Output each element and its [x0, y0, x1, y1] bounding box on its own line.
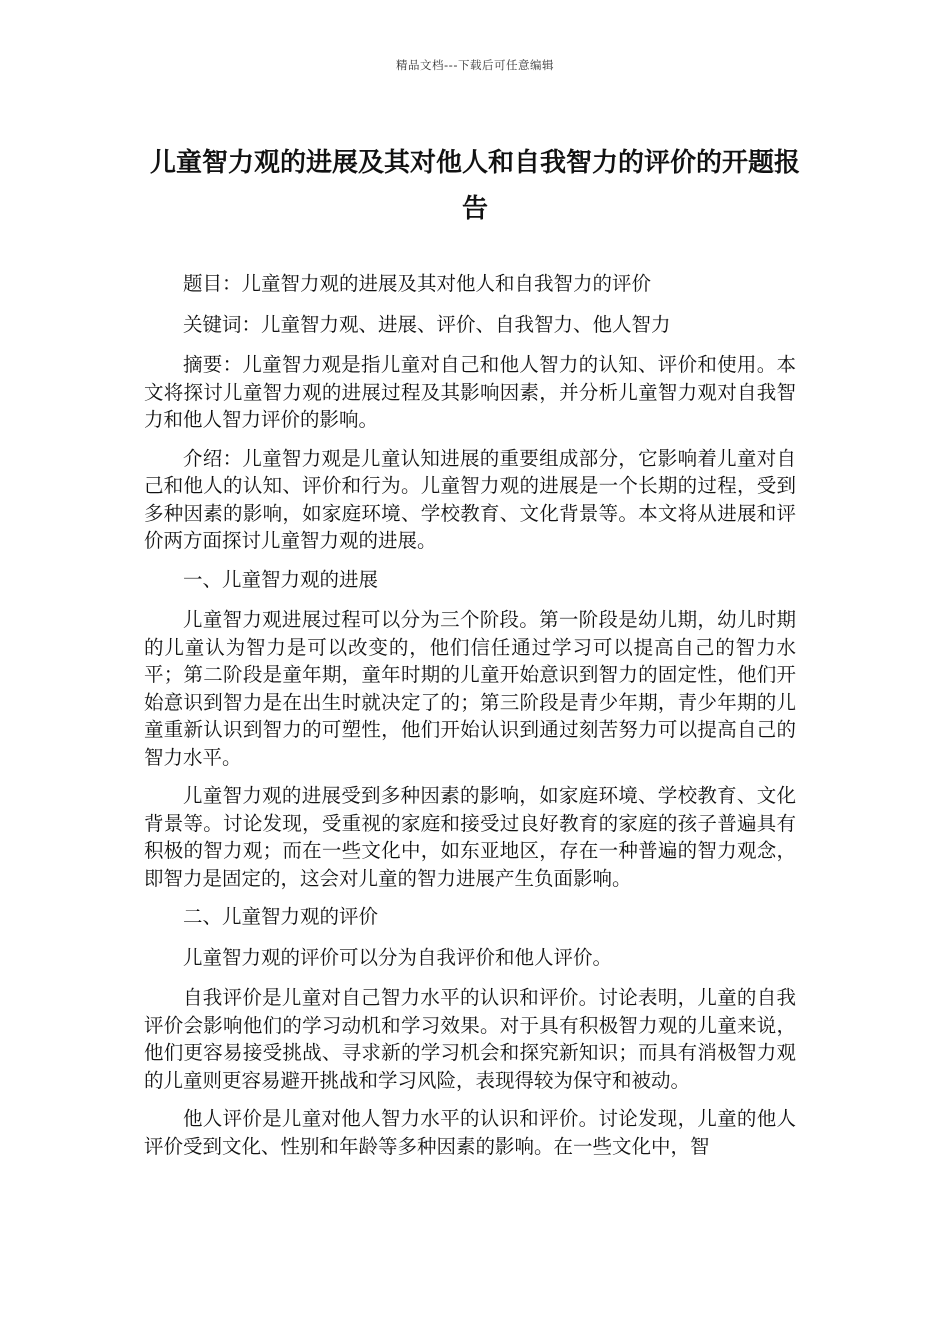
topic-line: 题目：儿童智力观的进展及其对他人和自我智力的评价: [183, 272, 652, 295]
development-factors-paragraph: 儿童智力观的进展受到多种因素的影响，如家庭环境、学校教育、文化背景等。讨论发现，受重视的家庭和接受过良好教育的家庭的孩子普遍具有积极的智力观；而在一些文化中，如东亚地区，存在一种普遍的智力观念，即智力是固定的，这会对儿童的智力进展产生负面影响。: [144, 784, 796, 890]
document-title: 儿童智力观的进展及其对他人和自我智力的评价的开题报告: [149, 148, 800, 224]
section-heading-evaluation: 二、儿童智力观的评价: [183, 905, 379, 928]
header-note: 精品文档---下载后可任意编辑: [396, 58, 554, 72]
abstract-paragraph: 摘要：儿童智力观是指儿童对自己和他人智力的认知、评价和使用。本文将探讨儿童智力观的进展过程及其影响因素，并分析儿童智力观对自我智力和他人智力评价的影响。: [144, 353, 796, 431]
evaluation-overview-paragraph: 儿童智力观的评价可以分为自我评价和他人评价。: [183, 945, 613, 969]
self-evaluation-paragraph: 自我评价是儿童对自己智力水平的认识和评价。讨论表明，儿童的自我评价会影响他们的学习动机和学习效果。对于具有积极智力观的儿童来说，他们更容易接受挑战、寻求新的学习机会和探究新知识；而具有消极智力观的儿童则更容易避开挑战和学习风险，表现得较为保守和被动。: [144, 986, 796, 1092]
section-heading-development: 一、儿童智力观的进展: [183, 567, 379, 591]
development-stages-paragraph: 儿童智力观进展过程可以分为三个阶段。第一阶段是幼儿期，幼儿时期的儿童认为智力是可以改变的，他们信任通过学习可以提高自己的智力水平；第二阶段是童年期，童年时期的儿童开始意识到智力的固定性，他们开始意识到智力是在出生时就决定了的；第三阶段是青少年期，青少年期的儿童重新认识到智力的可塑性，他们开始认识到通过刻苦努力可以提高自己的智力水平。: [144, 608, 796, 769]
introduction-paragraph: 介绍：儿童智力观是儿童认知进展的重要组成部分，它影响着儿童对自己和他人的认知、评价和行为。儿童智力观的进展是一个长期的过程，受到多种因素的影响，如家庭环境、学校教育、文化背景等。本文将从进展和评价两方面探讨儿童智力观的进展。: [144, 446, 796, 552]
keywords-line: 关键词：儿童智力观、进展、评价、自我智力、他人智力: [183, 312, 671, 336]
document-body: [144, 270, 796, 1171]
others-evaluation-paragraph: 他人评价是儿童对他人智力水平的认识和评价。讨论发现，儿童的他人评价受到文化、性别和年龄等多种因素的影响。在一些文化中，智: [144, 1107, 796, 1158]
